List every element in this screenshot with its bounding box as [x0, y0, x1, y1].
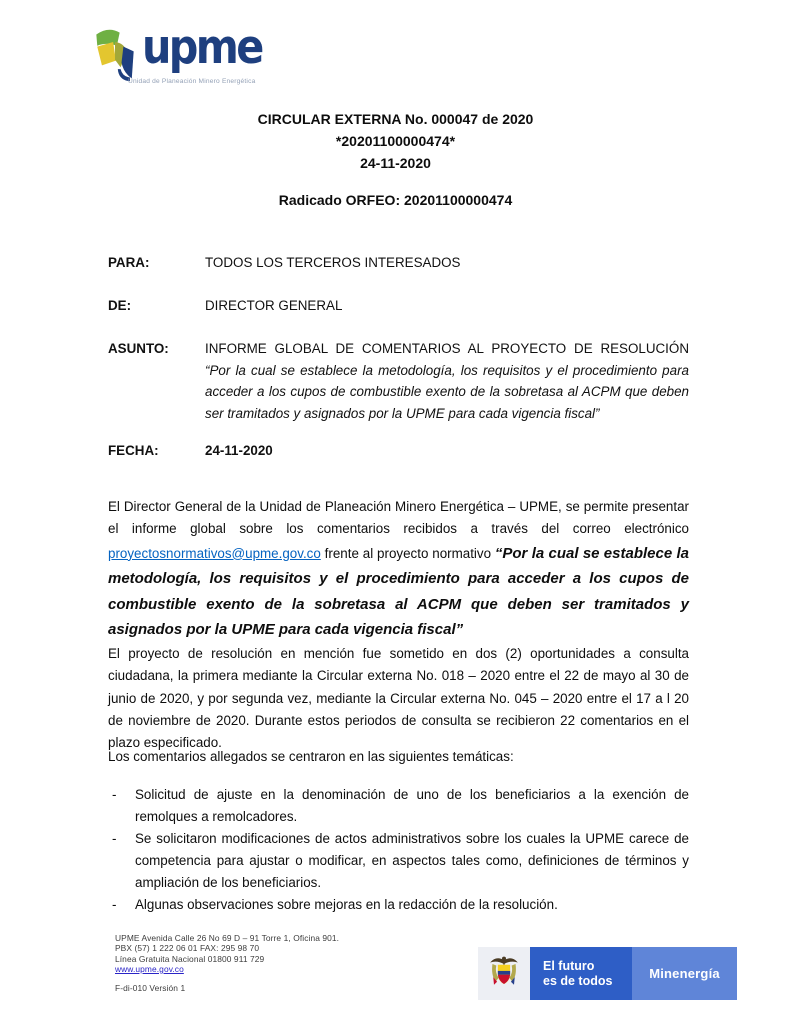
footer-linea-gratuita: Línea Gratuita Nacional 01800 911 729 — [115, 953, 265, 964]
paragraph-topics-intro: Los comentarios allegados se centraron en las siguientes temáticas: — [108, 749, 514, 764]
colombia-coat-of-arms-icon — [478, 947, 530, 1000]
field-de-value: DIRECTOR GENERAL — [205, 298, 343, 313]
banner-ministry-label: Minenergía — [632, 947, 737, 1000]
government-banner — [478, 947, 737, 1000]
document-title-block — [0, 108, 791, 174]
field-de — [108, 295, 689, 317]
upme-leaf-icon — [90, 28, 140, 84]
field-fecha-value: 24-11-2020 — [205, 443, 273, 458]
email-link[interactable]: proyectosnormativos@upme.gov.co — [108, 545, 321, 561]
field-asunto — [108, 338, 689, 424]
header-date: 24-11-2020 — [360, 155, 431, 171]
paragraph-consultation: El proyecto de resolución en mención fue sometido en dos (2) oportunidades a consulta ciudadana, la primera mediante la Circular externa No. 018 – 2020 entre el 22 de mayo al 30 de junio de 2020, y por segunda vez, mediante la Circular externa No. 045 – 2020 entre el 17 a l 20 de noviembre de 2020. Durante estos periodos de consulta se recibieron 22 comentarios en el plazo especificado. — [108, 646, 689, 751]
form-code: F-di-010 Versión 1 — [115, 983, 186, 994]
banner-slogan-line1: El futuro — [543, 959, 595, 973]
barcode-number: *20201100000474* — [335, 133, 456, 149]
banner-slogan-line2: es de todos — [543, 973, 613, 988]
banner-slogan — [530, 947, 632, 1000]
field-fecha-label: FECHA: — [108, 443, 159, 458]
circular-title: CIRCULAR EXTERNA No. 000047 de 2020 — [257, 111, 534, 127]
upme-logo — [90, 20, 262, 94]
field-fecha — [108, 440, 689, 462]
p1-text-after-link: frente al proyecto normativo — [320, 545, 495, 561]
field-asunto-value — [205, 338, 689, 424]
footer-address: UPME Avenida Calle 26 No 69 D – 91 Torre 1, Oficina 901. — [115, 933, 340, 943]
footer-contact-block — [115, 933, 339, 993]
topics-list — [108, 784, 689, 916]
list-item: - Algunas observaciones sobre mejoras en la redacción de la resolución. — [108, 894, 689, 916]
upme-wordmark: upme — [142, 20, 262, 75]
upme-tagline: Unidad de Planeación Minero Energética — [128, 78, 256, 85]
footer-pbx: PBX (57) 1 222 06 01 FAX: 295 98 70 — [115, 943, 260, 954]
asunto-quoted-title: “Por la cual se establece la metodología, los requisitos y el procedimiento para acceder a los cupos de combustible exento de la sobretasa al ACPM que deben ser tramitados y asignados por la UPME para cada vigencia fiscal” — [205, 362, 689, 421]
radicado-line: Radicado ORFEO: 20201100000474 — [278, 192, 513, 208]
field-asunto-label: ASUNTO: — [108, 341, 169, 356]
website-link[interactable]: www.upme.gov.co — [115, 963, 184, 974]
p1-quoted-resolution-title: “Por la cual se establece la metodología, los requisitos y el procedimiento para acceder a los cupos de combustible exento de la sobretasa al ACPM que deben ser tramitados y asignados por la UPME para cada vigencia fiscal” — [108, 544, 689, 639]
p1-text-before-link: El Director General de la Unidad de Planeación Minero Energética – UPME, se permite presentar el informe global sobre los comentarios recibidos a través del correo electrónico — [108, 499, 689, 537]
field-para — [108, 252, 689, 274]
list-item: - Solicitud de ajuste en la denominación de uno de los beneficiarios a la exención de remolques a remolcadores. — [108, 784, 689, 828]
field-de-label: DE: — [108, 298, 132, 313]
field-para-label: PARA: — [108, 255, 150, 270]
asunto-normal-text: INFORME GLOBAL DE COMENTARIOS AL PROYECTO DE RESOLUCIÓN — [205, 341, 689, 356]
list-item: - Se solicitaron modificaciones de actos administrativos sobre los cuales la UPME carece de competencia para ajustar o modificar, en aspectos tales como, definiciones de términos y ampliación de los beneficiarios. — [108, 828, 689, 894]
field-para-value: TODOS LOS TERCEROS INTERESADOS — [205, 255, 461, 270]
paragraph-introduction — [108, 496, 689, 643]
